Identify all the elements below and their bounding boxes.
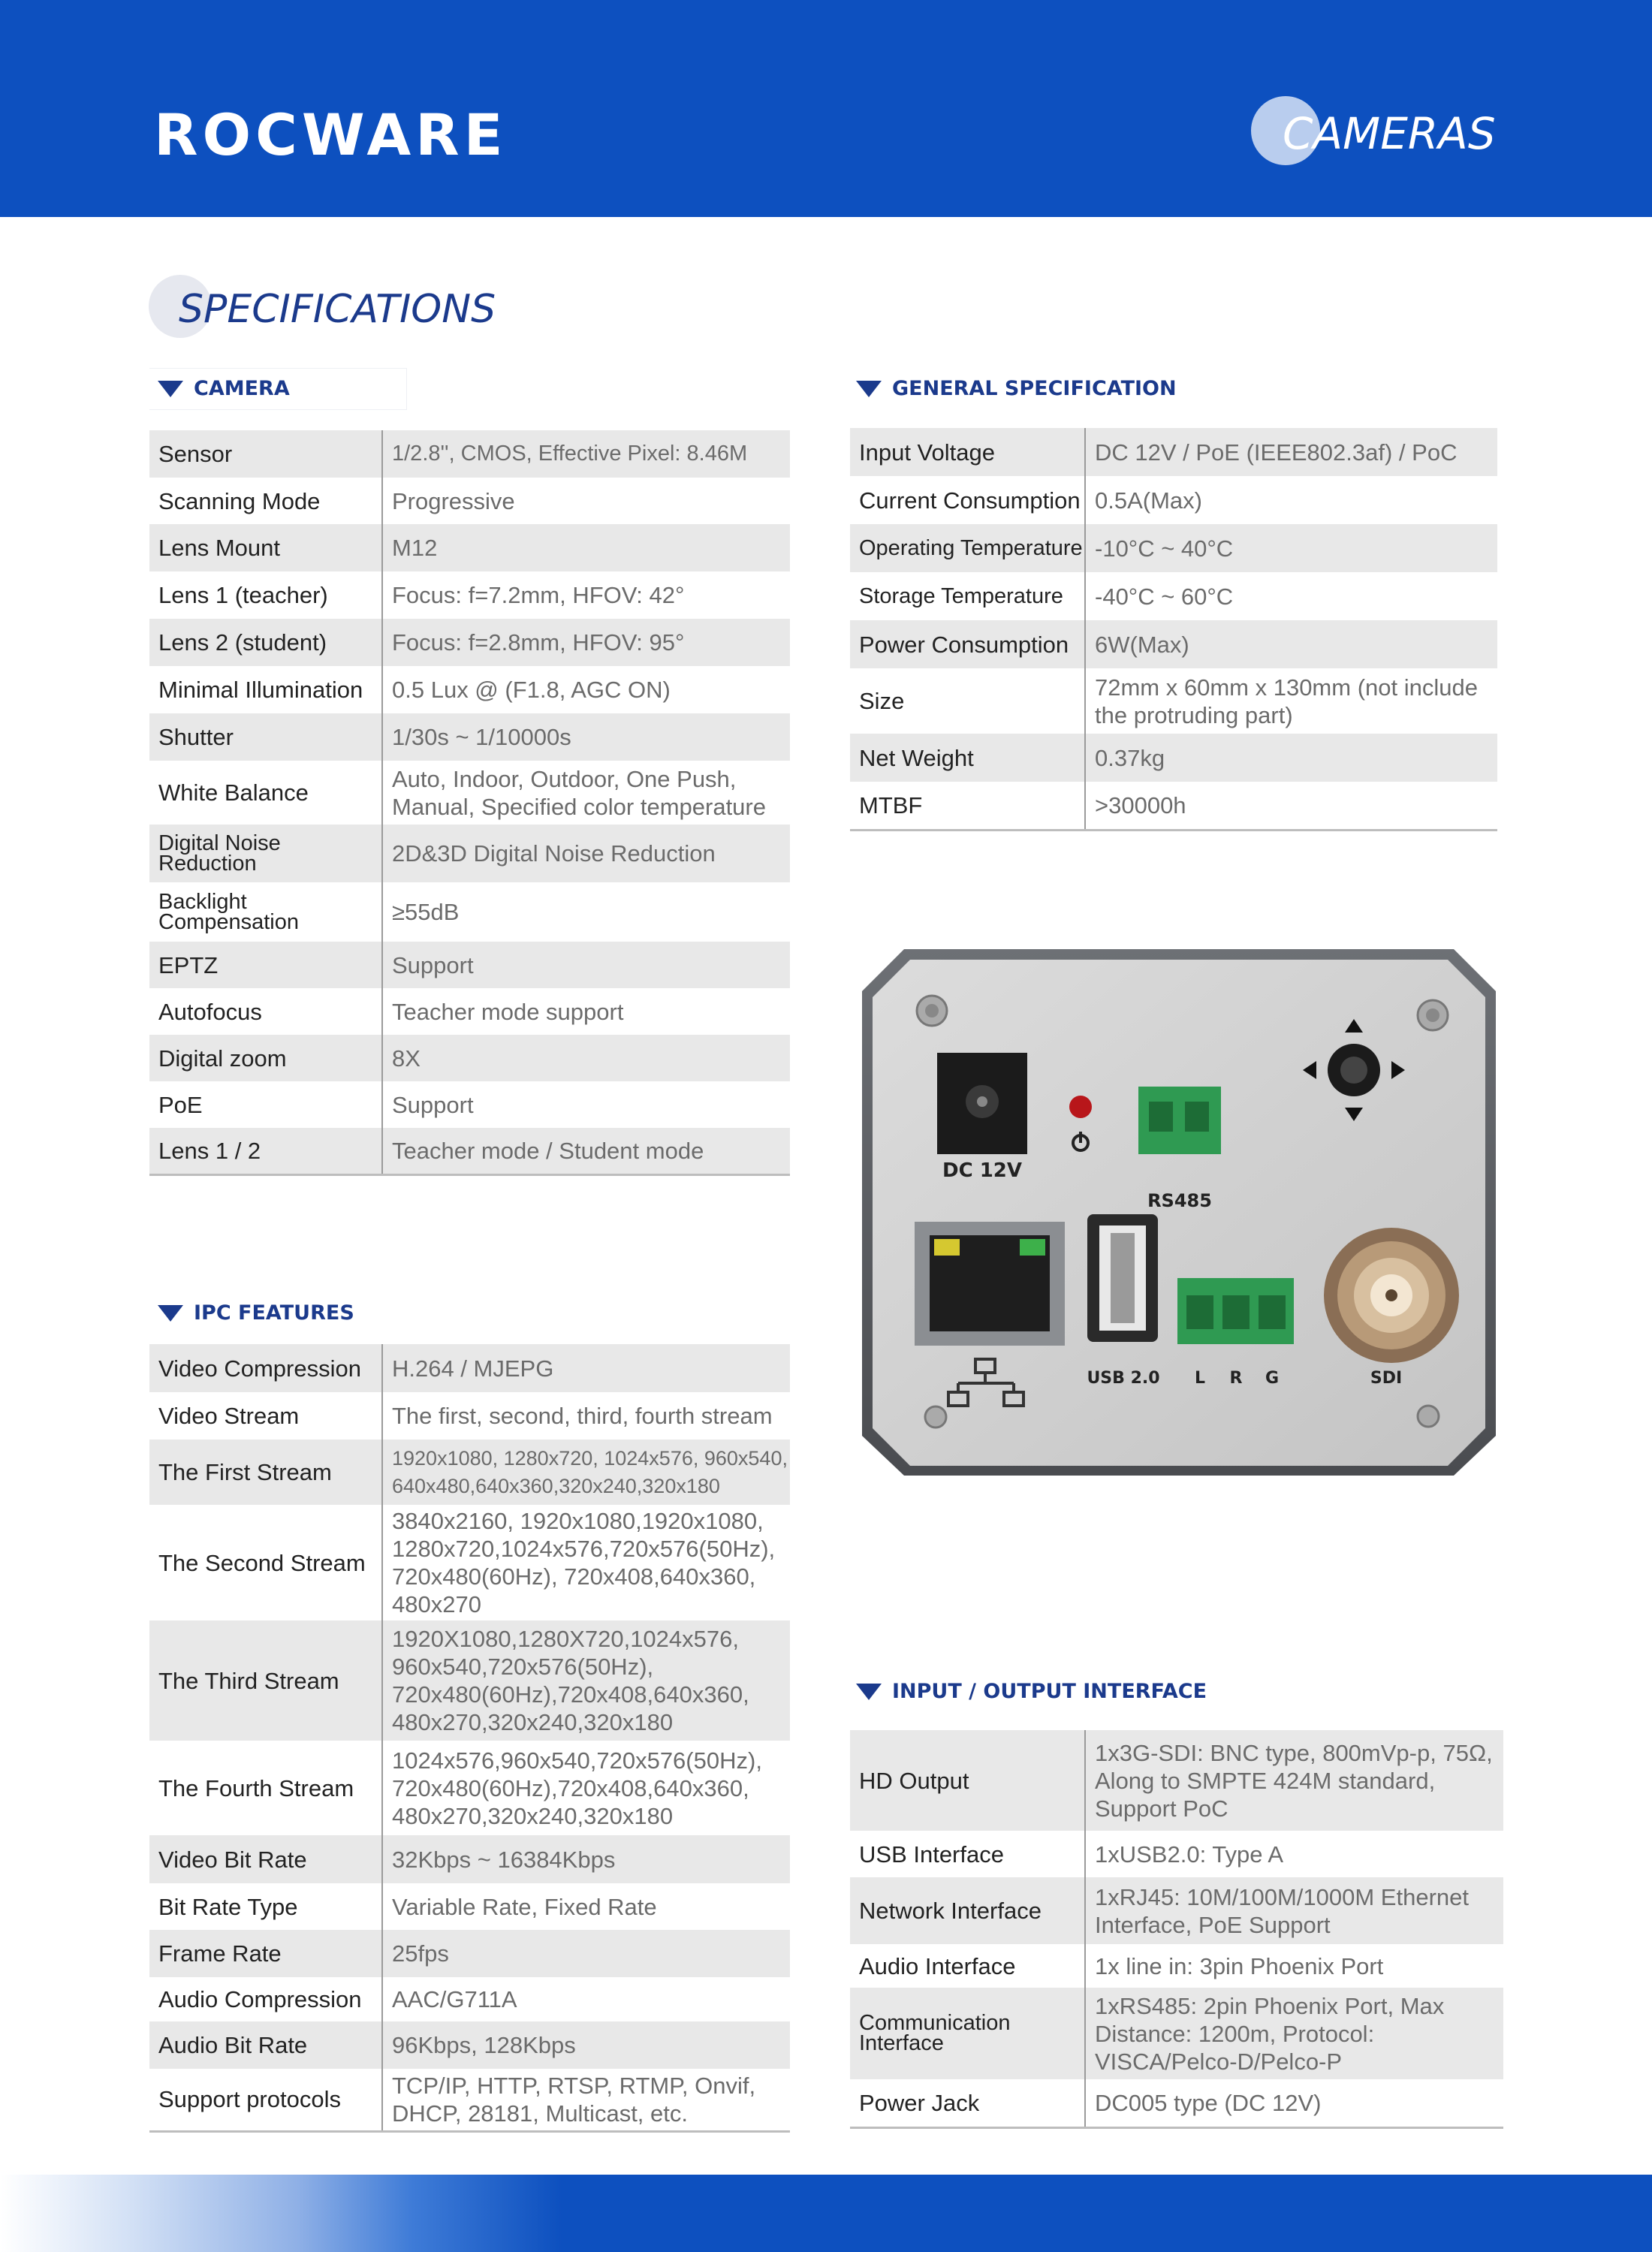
- general-spec-table: [850, 428, 1497, 831]
- camera-spec-table: [149, 430, 790, 1176]
- rs485-terminal-icon: [1138, 1087, 1221, 1154]
- spec-key: Lens 2 (student): [149, 619, 382, 666]
- spec-value: 8X: [382, 1035, 790, 1081]
- spec-value: 1x3G-SDI: BNC type, 800mVp-p, 75Ω, Along to SMPTE 424M standard, Support PoC: [1085, 1730, 1503, 1831]
- spec-key: Lens Mount: [149, 524, 382, 571]
- screw-icon: [1418, 1406, 1439, 1427]
- table-row: [850, 1988, 1503, 2079]
- triangle-down-icon: [856, 381, 882, 397]
- usb-port-icon: [1087, 1214, 1158, 1342]
- table-row: [149, 430, 790, 478]
- spec-value: DC005 type (DC 12V): [1085, 2079, 1503, 2127]
- spec-value: -40°C ~ 60°C: [1085, 572, 1497, 620]
- io-spec-table: [850, 1730, 1503, 2129]
- spec-value: DC 12V / PoE (IEEE802.3af) / PoC: [1085, 428, 1497, 476]
- screw-icon: [917, 996, 947, 1026]
- spec-value: 1xRJ45: 10M/100M/1000M Ethernet Interface, PoE Support: [1085, 1877, 1503, 1944]
- table-row: [850, 668, 1497, 734]
- triangle-down-icon: [158, 381, 183, 397]
- spec-value: 1024x576,960x540,720x576(50Hz), 720x480(60Hz),720x408,640x360, 480x270,320x240,320x180: [382, 1741, 790, 1835]
- spec-key: Operating Temperature: [850, 524, 1085, 572]
- screw-icon: [1418, 1000, 1448, 1030]
- spec-value: 2D&3D Digital Noise Reduction: [382, 825, 790, 882]
- table-row: [149, 1930, 790, 1977]
- spec-key: The Third Stream: [149, 1620, 382, 1741]
- spec-value: 1920X1080,1280X720,1024x576, 960x540,720x576(50Hz), 720x480(60Hz),720x408,640x360, 480x270,320x240,320x180: [382, 1620, 790, 1741]
- table-row: [149, 524, 790, 571]
- table-row: [149, 1392, 790, 1440]
- spec-key: HD Output: [850, 1730, 1085, 1831]
- spec-key: The First Stream: [149, 1440, 382, 1505]
- dc-label: DC 12V: [942, 1159, 1023, 1182]
- section-heading-label: CAMERA: [194, 377, 290, 400]
- spec-value: H.264 / MJEPG: [382, 1344, 790, 1392]
- table-row: [850, 734, 1497, 782]
- led-indicator-icon: [1069, 1096, 1092, 1118]
- table-row: [850, 620, 1497, 668]
- spec-key: Frame Rate: [149, 1930, 382, 1977]
- table-row: [149, 571, 790, 619]
- spec-key: White Balance: [149, 761, 382, 825]
- dc-power-jack-icon: [937, 1053, 1027, 1154]
- spec-key: Storage Temperature: [850, 572, 1085, 620]
- section-heading-label: INPUT / OUTPUT INTERFACE: [892, 1680, 1207, 1703]
- sdi-label: SDI: [1370, 1369, 1403, 1388]
- section-heading-camera: [158, 376, 290, 402]
- spec-value: Teacher mode / Student mode: [382, 1128, 790, 1174]
- spec-key: Support protocols: [149, 2069, 382, 2131]
- spec-value: 32Kbps ~ 16384Kbps: [382, 1835, 790, 1883]
- spec-key: Power Jack: [850, 2079, 1085, 2127]
- table-row: [149, 1440, 790, 1505]
- spec-value: 1xUSB2.0: Type A: [1085, 1831, 1503, 1877]
- section-heading-label: IPC FEATURES: [194, 1301, 354, 1325]
- table-row: [149, 478, 790, 524]
- table-row: [850, 1944, 1503, 1988]
- spec-value: The first, second, third, fourth stream: [382, 1392, 790, 1440]
- spec-value: TCP/IP, HTTP, RTSP, RTMP, Onvif, DHCP, 28181, Multicast, etc.: [382, 2069, 790, 2131]
- spec-key: Digital Noise Reduction: [149, 825, 382, 882]
- spec-value: 1x line in: 3pin Phoenix Port: [1085, 1944, 1503, 1988]
- table-row: [149, 2069, 790, 2131]
- spec-key: Input Voltage: [850, 428, 1085, 476]
- spec-key: Video Bit Rate: [149, 1835, 382, 1883]
- spec-key: PoE: [149, 1081, 382, 1128]
- spec-key: Lens 1 (teacher): [149, 571, 382, 619]
- spec-key: Backlight Compensation: [149, 882, 382, 942]
- spec-value: Teacher mode support: [382, 988, 790, 1035]
- table-row: [149, 1620, 790, 1741]
- spec-key: Shutter: [149, 713, 382, 761]
- spec-value: 1/30s ~ 1/10000s: [382, 713, 790, 761]
- table-row: [149, 1505, 790, 1620]
- table-row: [149, 988, 790, 1035]
- spec-value: >30000h: [1085, 782, 1497, 830]
- header-banner: [0, 0, 1652, 217]
- table-row: [149, 666, 790, 713]
- audio-label-r: R: [1229, 1369, 1243, 1388]
- spec-key: Autofocus: [149, 988, 382, 1035]
- spec-value: Support: [382, 942, 790, 988]
- table-row: [149, 1081, 790, 1128]
- table-row: [850, 428, 1497, 476]
- section-heading-ipc: [158, 1301, 354, 1326]
- spec-value: M12: [382, 524, 790, 571]
- spec-value: 3840x2160, 1920x1080,1920x1080, 1280x720,1024x576,720x576(50Hz), 720x480(60Hz), 720x408,640x360, 480x270: [382, 1505, 790, 1620]
- table-row: [149, 713, 790, 761]
- spec-key: Communication Interface: [850, 1988, 1085, 2079]
- rs485-label: RS485: [1147, 1190, 1212, 1211]
- table-row: [149, 825, 790, 882]
- table-row: [850, 476, 1497, 524]
- table-row: [149, 1344, 790, 1392]
- spec-key: Lens 1 / 2: [149, 1128, 382, 1174]
- spec-value: 1xRS485: 2pin Phoenix Port, Max Distance: 1200m, Protocol: VISCA/Pelco-D/Pelco-P: [1085, 1988, 1503, 2079]
- spec-key: Audio Compression: [149, 1977, 382, 2021]
- table-row: [149, 2021, 790, 2069]
- ethernet-port-icon: [915, 1222, 1065, 1346]
- spec-key: Digital zoom: [149, 1035, 382, 1081]
- spec-value: Progressive: [382, 478, 790, 524]
- section-heading-label: GENERAL SPECIFICATION: [892, 377, 1177, 400]
- spec-value: Focus: f=2.8mm, HFOV: 95°: [382, 619, 790, 666]
- ipc-spec-table: [149, 1344, 790, 2133]
- usb-label: USB 2.0: [1087, 1369, 1160, 1388]
- header-title: CAMERAS: [1283, 108, 1496, 159]
- triangle-down-icon: [158, 1305, 183, 1322]
- brand-logo: ROCWARE: [154, 101, 508, 168]
- spec-value: Support: [382, 1081, 790, 1128]
- spec-value: 25fps: [382, 1930, 790, 1977]
- page-title: SPECIFICATIONS: [179, 287, 496, 332]
- footer-bar: [0, 2175, 1652, 2252]
- spec-value: 6W(Max): [1085, 620, 1497, 668]
- spec-value: ≥55dB: [382, 882, 790, 942]
- spec-key: The Fourth Stream: [149, 1741, 382, 1835]
- spec-key: Scanning Mode: [149, 478, 382, 524]
- spec-value: 0.5A(Max): [1085, 476, 1497, 524]
- table-row: [149, 1835, 790, 1883]
- spec-key: Current Consumption: [850, 476, 1085, 524]
- triangle-down-icon: [856, 1684, 882, 1700]
- table-row: [149, 761, 790, 825]
- section-heading-io: [856, 1679, 1207, 1705]
- table-row: [149, 942, 790, 988]
- spec-key: Audio Bit Rate: [149, 2021, 382, 2069]
- table-row: [850, 1877, 1503, 1944]
- audio-terminal-icon: [1177, 1278, 1294, 1344]
- audio-label-g: G: [1265, 1369, 1280, 1388]
- table-row: [850, 524, 1497, 572]
- spec-key: EPTZ: [149, 942, 382, 988]
- table-row: [149, 1977, 790, 2021]
- spec-key: Bit Rate Type: [149, 1883, 382, 1930]
- spec-key: Size: [850, 668, 1085, 734]
- bnc-sdi-connector-icon: [1324, 1228, 1459, 1363]
- spec-key: Video Stream: [149, 1392, 382, 1440]
- spec-key: Net Weight: [850, 734, 1085, 782]
- spec-value: -10°C ~ 40°C: [1085, 524, 1497, 572]
- table-row: [149, 882, 790, 942]
- table-row: [850, 572, 1497, 620]
- spec-key: Sensor: [149, 430, 382, 478]
- spec-value: 0.37kg: [1085, 734, 1497, 782]
- table-row: [850, 1730, 1503, 1831]
- screw-icon: [925, 1406, 946, 1427]
- spec-key: Network Interface: [850, 1877, 1085, 1944]
- audio-label-l: L: [1194, 1369, 1206, 1388]
- spec-key: Video Compression: [149, 1344, 382, 1392]
- spec-value: 72mm x 60mm x 130mm (not include the protruding part): [1085, 668, 1497, 734]
- table-row: [149, 1035, 790, 1081]
- section-heading-general: [856, 376, 1177, 402]
- spec-value: Auto, Indoor, Outdoor, One Push, Manual, Specified color temperature: [382, 761, 790, 825]
- table-row: [149, 1128, 790, 1174]
- spec-key: Power Consumption: [850, 620, 1085, 668]
- spec-key: MTBF: [850, 782, 1085, 830]
- table-row: [850, 1831, 1503, 1877]
- spec-key: Audio Interface: [850, 1944, 1085, 1988]
- table-row: [850, 2079, 1503, 2127]
- camera-rear-panel-image: [861, 948, 1497, 1477]
- spec-key: USB Interface: [850, 1831, 1085, 1877]
- spec-value: 1/2.8'', CMOS, Effective Pixel: 8.46M: [382, 430, 790, 478]
- table-row: [149, 1883, 790, 1930]
- spec-key: The Second Stream: [149, 1505, 382, 1620]
- spec-key: Minimal Illumination: [149, 666, 382, 713]
- table-row: [149, 619, 790, 666]
- spec-value: Focus: f=7.2mm, HFOV: 42°: [382, 571, 790, 619]
- table-row: [850, 782, 1497, 830]
- spec-value: 96Kbps, 128Kbps: [382, 2021, 790, 2069]
- spec-value: 0.5 Lux @ (F1.8, AGC ON): [382, 666, 790, 713]
- spec-value: Variable Rate, Fixed Rate: [382, 1883, 790, 1930]
- spec-value: AAC/G711A: [382, 1977, 790, 2021]
- table-row: [149, 1741, 790, 1835]
- spec-value: 1920x1080, 1280x720, 1024x576, 960x540, 640x480,640x360,320x240,320x180: [382, 1440, 790, 1505]
